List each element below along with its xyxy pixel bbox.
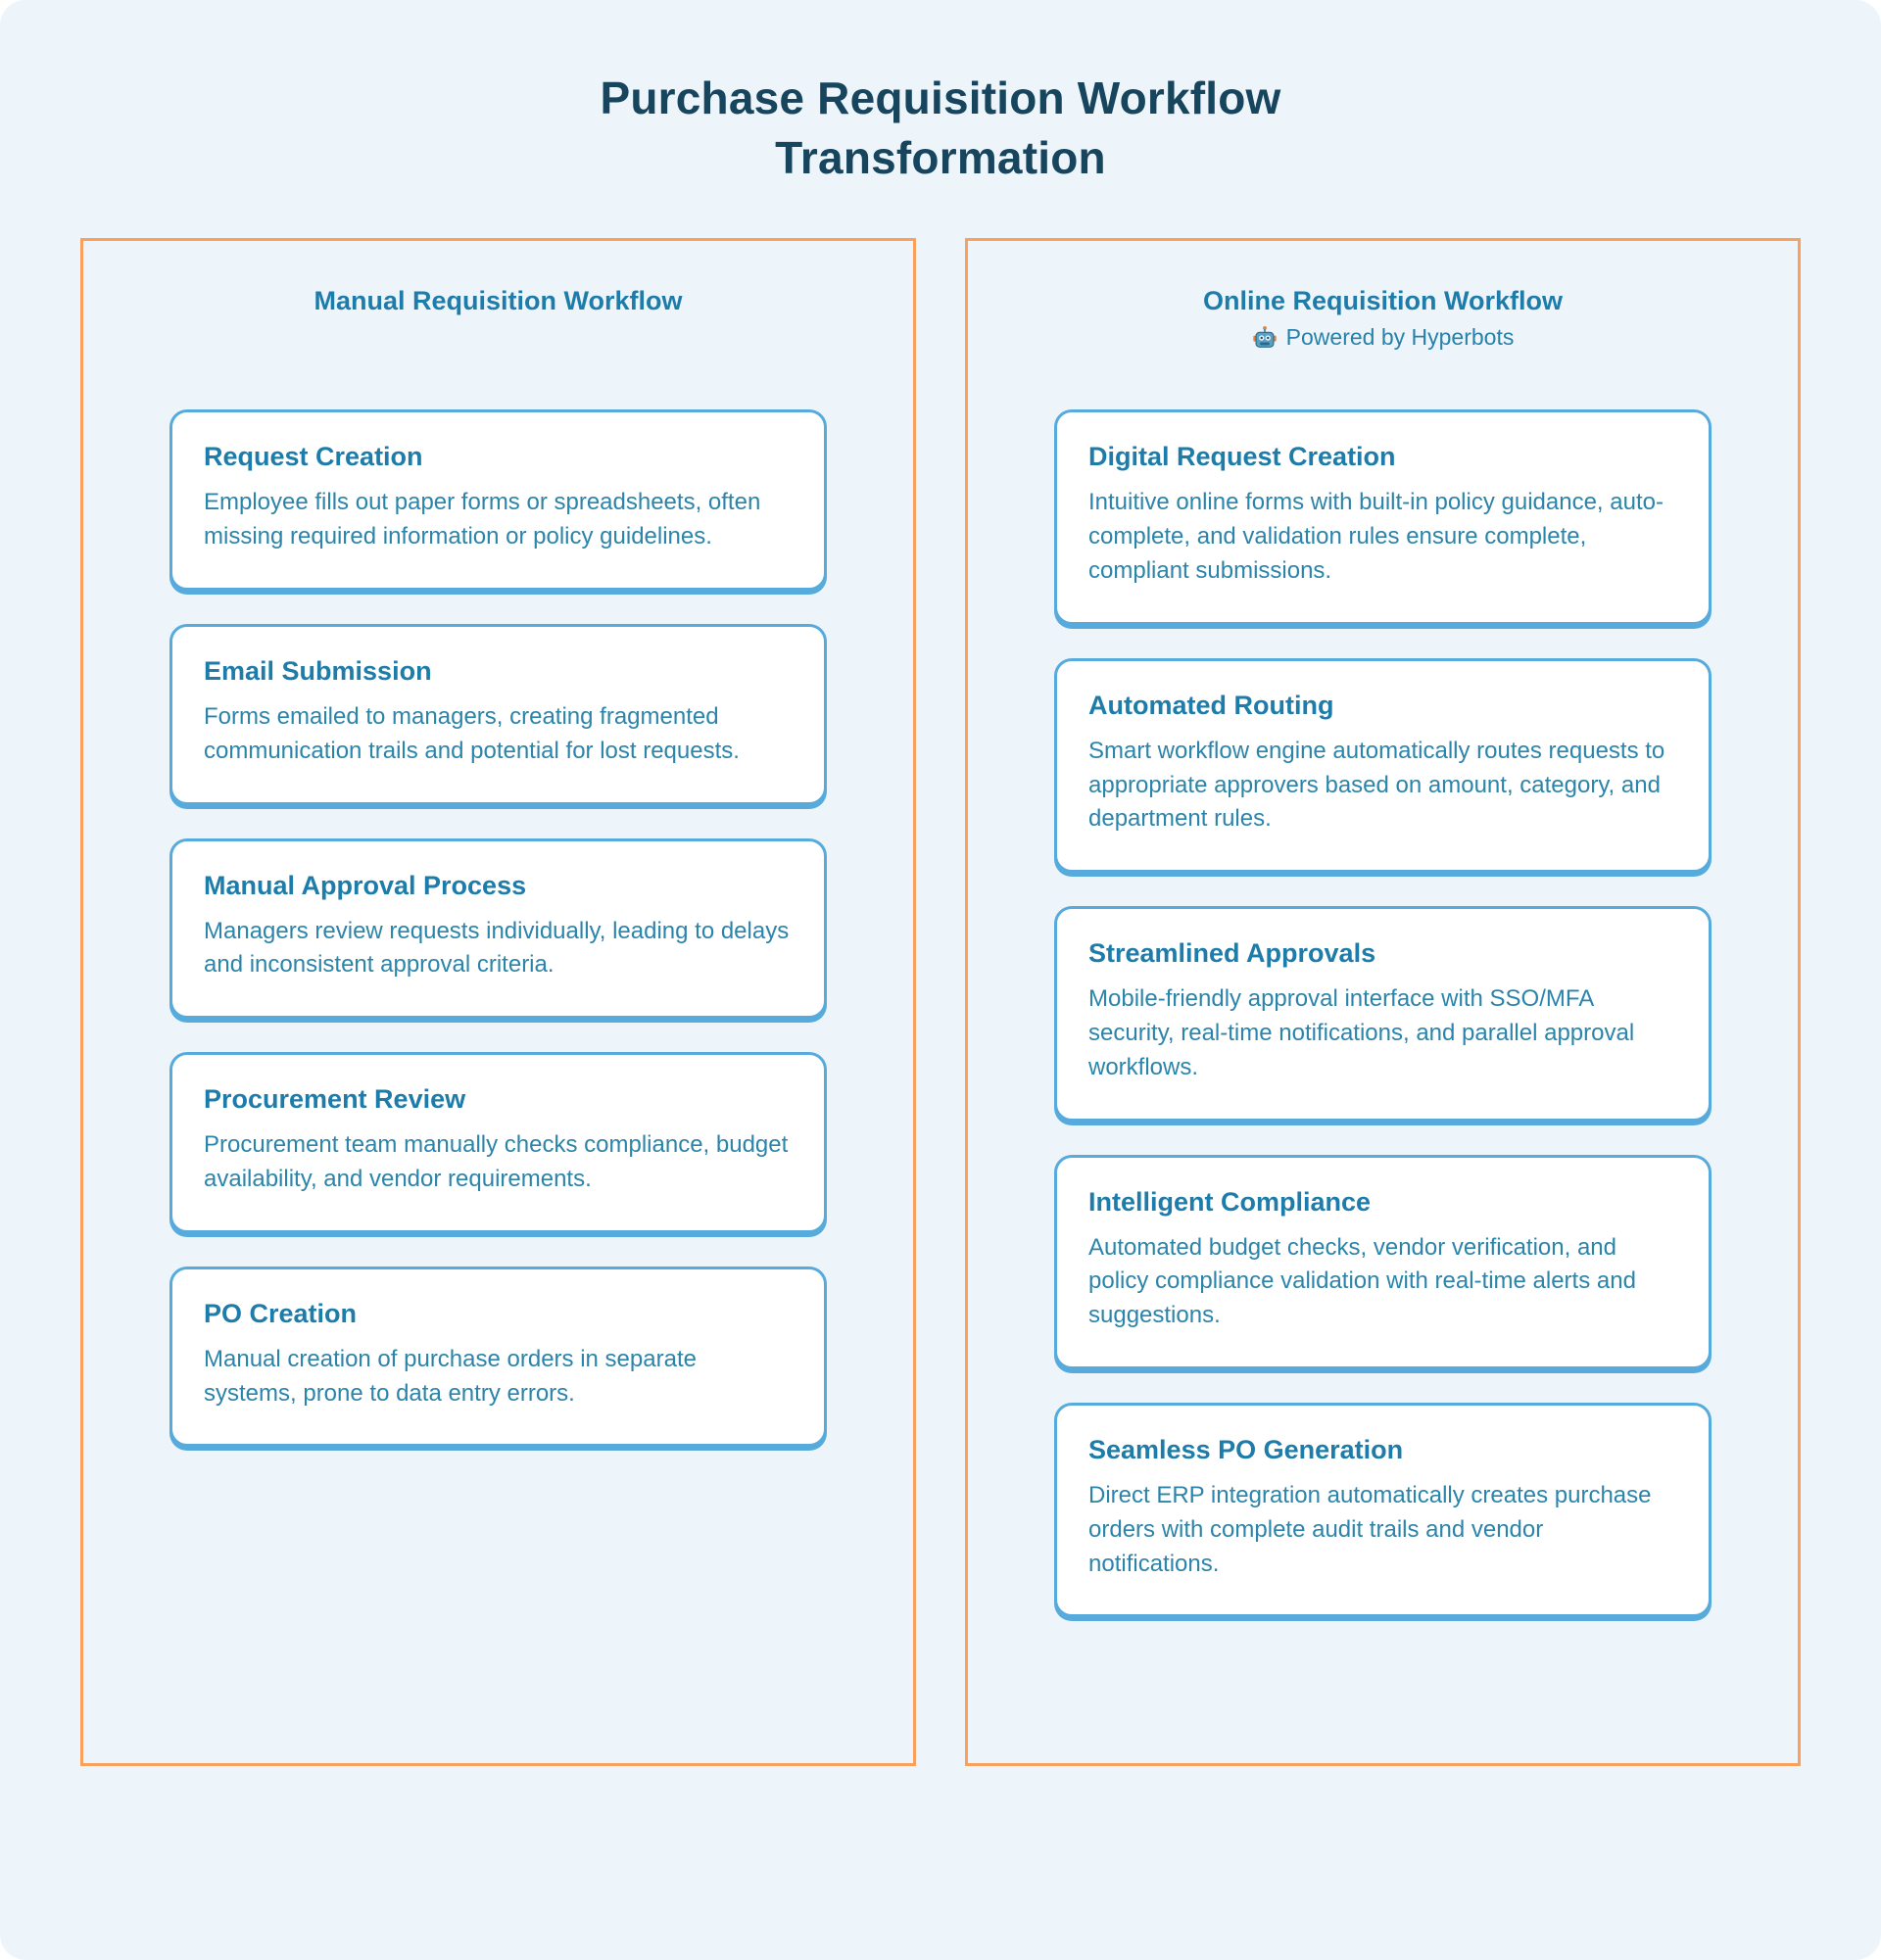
card-title: PO Creation: [204, 1298, 358, 1328]
card-title: Intelligent Compliance: [1088, 1186, 1372, 1217]
workflow-step-card: [169, 624, 827, 805]
card-description: Managers review requests individually, leading to delays and inconsistent approval criteria.: [204, 917, 790, 979]
card-title: Procurement Review: [204, 1084, 466, 1115]
manual-panel-header: [83, 241, 913, 409]
workflow-step-card: [169, 409, 827, 591]
online-workflow-steps: [968, 409, 1798, 1617]
panel-title: Online Requisition Workflow: [1202, 286, 1563, 316]
card-title: Manual Approval Process: [204, 870, 527, 900]
workflow-step-card: [169, 1052, 827, 1233]
workflow-step-card: [1054, 1403, 1712, 1617]
workflow-step-card: [1054, 1155, 1712, 1369]
card-description: Direct ERP integration automatically creates purchase orders with complete audit trails and vendor notifications.: [1088, 1482, 1652, 1577]
manual-workflow-steps: [83, 409, 913, 1447]
card-title: Request Creation: [204, 442, 423, 472]
card-description: Manual creation of purchase orders in separate systems, prone to data entry errors.: [204, 1345, 697, 1407]
card-description: Employee fills out paper forms or spreadsheets, often missing required information or policy guidelines.: [204, 489, 761, 550]
card-description: Mobile-friendly approval interface with SSO/MFA security, real-time notifications, and parallel approval workflows.: [1088, 985, 1635, 1080]
card-description: Forms emailed to managers, creating fragmented communication trails and potential for lost requests.: [204, 703, 740, 764]
workflow-step-card: [1054, 906, 1712, 1121]
card-title: Automated Routing: [1088, 690, 1334, 720]
powered-by-label: Powered by Hyperbots: [1285, 324, 1515, 351]
manual-workflow-panel: [80, 238, 916, 1766]
workflow-step-card: [169, 1267, 827, 1448]
workflow-step-card: [169, 838, 827, 1020]
robot-icon: [1252, 325, 1278, 351]
card-title: Streamlined Approvals: [1088, 938, 1376, 969]
page-title: Purchase Requisition Workflow Transformation: [600, 72, 1281, 183]
workflow-comparison: [80, 238, 1801, 1766]
online-panel-header: [968, 241, 1798, 409]
workflow-step-card: [1054, 409, 1712, 624]
card-description: Procurement team manually checks compliance, budget availability, and vendor requirements.: [204, 1131, 789, 1193]
card-description: Intuitive online forms with built-in policy guidance, auto-complete, and validation rules ensure complete, compliant submissions.: [1088, 489, 1664, 585]
powered-by: [968, 324, 1798, 351]
card-description: Automated budget checks, vendor verification, and policy compliance validation with real-time alerts and suggestions.: [1088, 1233, 1636, 1329]
panel-title: Manual Requisition Workflow: [314, 286, 683, 316]
online-workflow-panel: [965, 238, 1801, 1766]
card-description: Smart workflow engine automatically routes requests to appropriate approvers based on amount, category, and department rules.: [1088, 737, 1665, 833]
card-title: Digital Request Creation: [1088, 442, 1396, 472]
card-title: Email Submission: [204, 656, 432, 687]
card-title: Seamless PO Generation: [1088, 1435, 1404, 1464]
workflow-step-card: [1054, 658, 1712, 873]
